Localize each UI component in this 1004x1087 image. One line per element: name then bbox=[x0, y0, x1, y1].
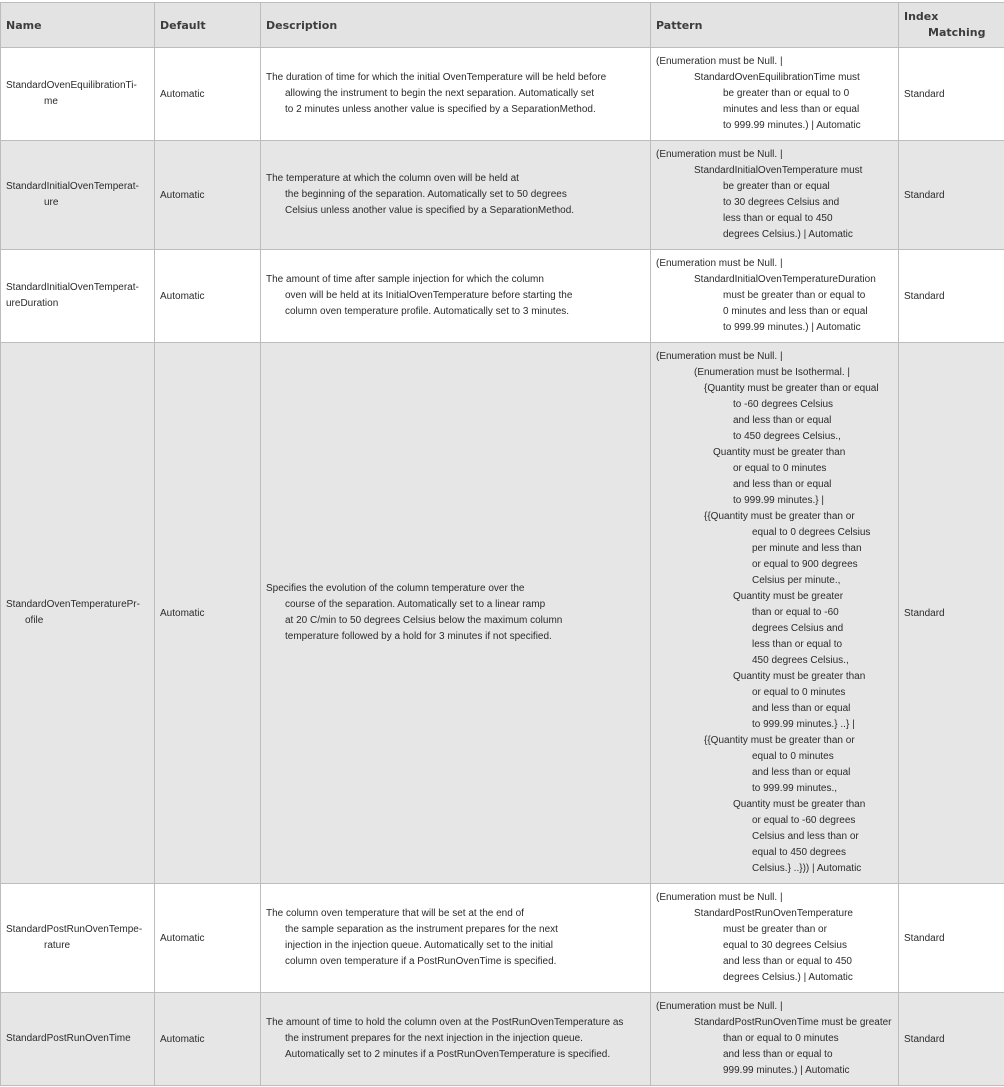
pattern-line: degrees Celsius.) | Automatic bbox=[723, 229, 853, 240]
pattern-line: StandardInitialOvenTemperatureDuration bbox=[694, 274, 876, 285]
pattern-line: Celsius per minute., bbox=[752, 575, 841, 586]
pattern-line: (Enumeration must be Isothermal. | bbox=[694, 367, 850, 378]
option-index-matching: Standard bbox=[899, 250, 1004, 343]
pattern-line: equal to 0 minutes bbox=[752, 751, 834, 762]
description-line: the sample separation as the instrument prepares for the next bbox=[285, 924, 558, 935]
option-pattern bbox=[651, 993, 899, 1086]
pattern-line: or equal to 0 minutes bbox=[733, 463, 827, 474]
pattern-line: be greater than or equal bbox=[723, 181, 830, 192]
description-line: the instrument prepares for the next injection in the injection queue. bbox=[285, 1033, 583, 1044]
pattern-line: or equal to 0 minutes bbox=[752, 687, 846, 698]
pattern-line: {{Quantity must be greater than or bbox=[704, 735, 855, 746]
header-default: Default bbox=[155, 3, 261, 48]
header-index-matching bbox=[899, 3, 1004, 48]
pattern-line: {{Quantity must be greater than or bbox=[704, 511, 855, 522]
pattern-line: and less than or equal bbox=[733, 479, 832, 490]
pattern-line: to 450 degrees Celsius., bbox=[733, 431, 841, 442]
header-pattern: Pattern bbox=[651, 3, 899, 48]
pattern-line: to 999.99 minutes.} ..} | bbox=[752, 719, 855, 730]
pattern-line: must be greater than or equal to bbox=[723, 290, 866, 301]
pattern-line: to 999.99 minutes., bbox=[752, 783, 838, 794]
name-line: ureDuration bbox=[6, 298, 59, 309]
option-default: Automatic bbox=[155, 884, 261, 993]
pattern-line: and less than or equal to bbox=[723, 1049, 833, 1060]
pattern-line: Quantity must be greater than bbox=[733, 799, 866, 810]
pattern-line: 450 degrees Celsius., bbox=[752, 655, 849, 666]
description-line: The amount of time after sample injection for which the column bbox=[266, 274, 544, 285]
header-name: Name bbox=[1, 3, 155, 48]
pattern-line: to 999.99 minutes.) | Automatic bbox=[723, 120, 861, 131]
option-description bbox=[261, 884, 651, 993]
pattern-line: Quantity must be greater than bbox=[733, 671, 866, 682]
description-line: column oven temperature if a PostRunOvenTime is specified. bbox=[285, 956, 557, 967]
description-line: The amount of time to hold the column oven at the PostRunOvenTemperature as bbox=[266, 1017, 624, 1028]
pattern-line: or equal to 900 degrees bbox=[752, 559, 858, 570]
option-name bbox=[1, 250, 155, 343]
name-line: StandardOvenEquilibrationTi- bbox=[6, 80, 137, 91]
pattern-line: minutes and less than or equal bbox=[723, 104, 860, 115]
option-pattern bbox=[651, 141, 899, 250]
option-index-matching: Standard bbox=[899, 141, 1004, 250]
option-default: Automatic bbox=[155, 343, 261, 884]
pattern-line: (Enumeration must be Null. | bbox=[656, 1001, 783, 1012]
option-pattern bbox=[651, 250, 899, 343]
pattern-line: (Enumeration must be Null. | bbox=[656, 892, 783, 903]
pattern-line: than or equal to -60 bbox=[752, 607, 839, 618]
option-pattern bbox=[651, 884, 899, 993]
pattern-line: {Quantity must be greater than or equal bbox=[704, 383, 879, 394]
option-index-matching: Standard bbox=[899, 343, 1004, 884]
header-description: Description bbox=[261, 3, 651, 48]
pattern-line: less than or equal to bbox=[752, 639, 843, 650]
description-line: The temperature at which the column oven will be held at bbox=[266, 173, 519, 184]
pattern-line: to 999.99 minutes.} | bbox=[733, 495, 824, 506]
pattern-line: and less than or equal to 450 bbox=[723, 956, 852, 967]
pattern-line: (Enumeration must be Null. | bbox=[656, 351, 783, 362]
name-line: StandardInitialOvenTemperat- bbox=[6, 181, 139, 192]
table-row bbox=[1, 884, 1004, 993]
description-line: at 20 C/min to 50 degrees Celsius below the maximum column bbox=[285, 615, 563, 626]
pattern-line: to -60 degrees Celsius bbox=[733, 399, 834, 410]
pattern-line: 0 minutes and less than or equal bbox=[723, 306, 868, 317]
pattern-line: equal to 450 degrees bbox=[752, 847, 846, 858]
option-description bbox=[261, 343, 651, 884]
header-index-line2: Matching bbox=[928, 26, 986, 39]
pattern-line: Celsius and less than or bbox=[752, 831, 859, 842]
option-description bbox=[261, 250, 651, 343]
pattern-line: must be greater than or bbox=[723, 924, 827, 935]
pattern-line: and less than or equal bbox=[752, 767, 851, 778]
pattern-line: Celsius.} ..})) | Automatic bbox=[752, 863, 862, 874]
option-name bbox=[1, 884, 155, 993]
header-index-line1: Index bbox=[904, 10, 939, 23]
name-line: me bbox=[44, 96, 58, 107]
option-index-matching: Standard bbox=[899, 48, 1004, 141]
name-line: ure bbox=[44, 197, 59, 208]
option-pattern bbox=[651, 343, 899, 884]
pattern-line: to 30 degrees Celsius and bbox=[723, 197, 840, 208]
pattern-line: to 999.99 minutes.) | Automatic bbox=[723, 322, 861, 333]
option-name bbox=[1, 343, 155, 884]
description-line: column oven temperature profile. Automatically set to 3 minutes. bbox=[285, 306, 570, 317]
description-line: Automatically set to 2 minutes if a PostRunOvenTemperature is specified. bbox=[285, 1049, 611, 1060]
pattern-line: StandardPostRunOvenTime must be greater bbox=[694, 1017, 892, 1028]
pattern-line: and less than or equal bbox=[752, 703, 851, 714]
table-row bbox=[1, 48, 1004, 141]
pattern-line: StandardInitialOvenTemperature must bbox=[694, 165, 863, 176]
name-line: StandardPostRunOvenTime bbox=[6, 1033, 131, 1044]
pattern-line: degrees Celsius.) | Automatic bbox=[723, 972, 853, 983]
option-name bbox=[1, 48, 155, 141]
pattern-line: be greater than or equal to 0 bbox=[723, 88, 850, 99]
pattern-line: less than or equal to 450 bbox=[723, 213, 833, 224]
options-table bbox=[0, 2, 1004, 1086]
pattern-line: StandardOvenEquilibrationTime must bbox=[694, 72, 860, 83]
option-description bbox=[261, 993, 651, 1086]
table-row bbox=[1, 343, 1004, 884]
pattern-line: (Enumeration must be Null. | bbox=[656, 149, 783, 160]
name-line: rature bbox=[44, 940, 71, 951]
pattern-line: (Enumeration must be Null. | bbox=[656, 258, 783, 269]
pattern-line: equal to 0 degrees Celsius bbox=[752, 527, 871, 538]
description-line: to 2 minutes unless another value is specified by a SeparationMethod. bbox=[285, 104, 596, 115]
option-default: Automatic bbox=[155, 250, 261, 343]
option-pattern bbox=[651, 48, 899, 141]
pattern-line: per minute and less than bbox=[752, 543, 862, 554]
description-line: allowing the instrument to begin the next separation. Automatically set bbox=[285, 88, 595, 99]
pattern-line: (Enumeration must be Null. | bbox=[656, 56, 783, 67]
table-row bbox=[1, 993, 1004, 1086]
description-line: oven will be held at its InitialOvenTemperature before starting the bbox=[285, 290, 573, 301]
pattern-line: Quantity must be greater than bbox=[713, 447, 846, 458]
pattern-line: degrees Celsius and bbox=[752, 623, 844, 634]
name-line: StandardInitialOvenTemperat- bbox=[6, 282, 139, 293]
description-line: the beginning of the separation. Automatically set to 50 degrees bbox=[285, 189, 567, 200]
table-row bbox=[1, 250, 1004, 343]
option-description bbox=[261, 141, 651, 250]
description-line: The column oven temperature that will be set at the end of bbox=[266, 908, 524, 919]
description-line: course of the separation. Automatically set to a linear ramp bbox=[285, 599, 546, 610]
header-row bbox=[1, 3, 1004, 48]
option-index-matching: Standard bbox=[899, 884, 1004, 993]
pattern-line: or equal to -60 degrees bbox=[752, 815, 856, 826]
pattern-line: Quantity must be greater bbox=[733, 591, 844, 602]
option-name bbox=[1, 141, 155, 250]
option-description bbox=[261, 48, 651, 141]
option-name bbox=[1, 993, 155, 1086]
description-line: Specifies the evolution of the column temperature over the bbox=[266, 583, 525, 594]
pattern-line: 999.99 minutes.) | Automatic bbox=[723, 1065, 850, 1076]
description-line: Celsius unless another value is specified by a SeparationMethod. bbox=[285, 205, 575, 216]
pattern-line: than or equal to 0 minutes bbox=[723, 1033, 839, 1044]
pattern-line: equal to 30 degrees Celsius bbox=[723, 940, 847, 951]
option-default: Automatic bbox=[155, 141, 261, 250]
description-line: temperature followed by a hold for 3 minutes if not specified. bbox=[285, 631, 552, 642]
description-line: The duration of time for which the initial OvenTemperature will be held before bbox=[266, 72, 607, 83]
table-row bbox=[1, 141, 1004, 250]
description-line: injection in the injection queue. Automatically set to the initial bbox=[285, 940, 553, 951]
name-line: ofile bbox=[25, 615, 44, 626]
pattern-line: StandardPostRunOvenTemperature bbox=[694, 908, 853, 919]
option-index-matching: Standard bbox=[899, 993, 1004, 1086]
option-default: Automatic bbox=[155, 993, 261, 1086]
option-default: Automatic bbox=[155, 48, 261, 141]
name-line: StandardOvenTemperaturePr- bbox=[6, 599, 140, 610]
pattern-line: and less than or equal bbox=[733, 415, 832, 426]
name-line: StandardPostRunOvenTempe- bbox=[6, 924, 143, 935]
